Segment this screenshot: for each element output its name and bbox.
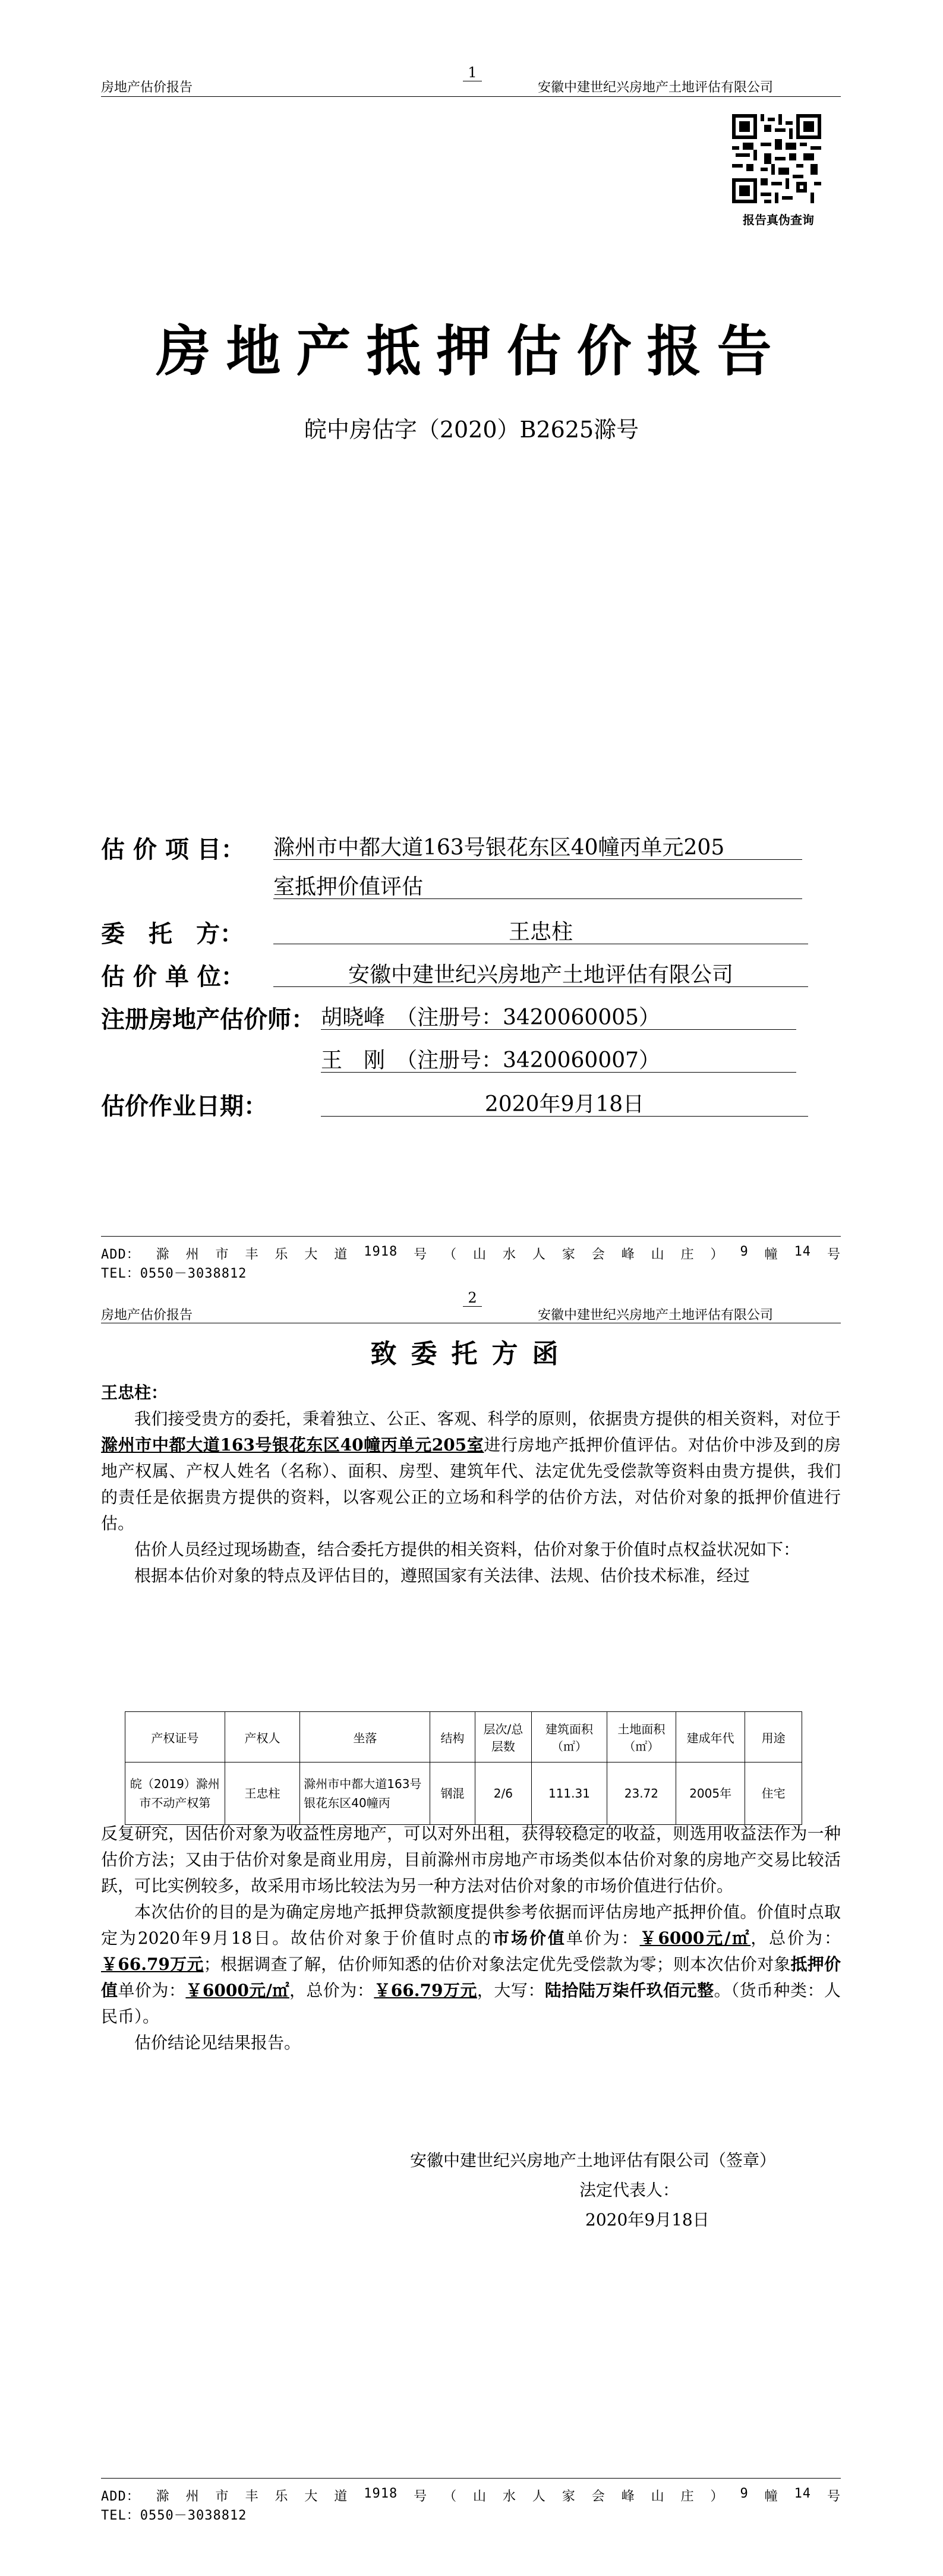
footer-address-token: 号 (827, 2489, 841, 2504)
market-total-price: ￥66.79万元 (101, 1954, 204, 1974)
footer-address-token: 水 (502, 2489, 516, 2504)
footer-address-token: ADD： (101, 2489, 140, 2504)
page-number-2: 2 (455, 1289, 490, 1306)
header-left: 房地产估价报告 (101, 80, 193, 95)
footer-address-token: 庄 (680, 2489, 695, 2504)
footer-address-token: ADD： (101, 1247, 140, 1262)
paragraph-1: 我们接受贵方的委托，秉着独立、公正、客观、科学的原则，依据贵方提供的相关资料，对位于滁州市中都大道163号银花东区40幢丙单元205室进行房地产抵押价值评估。对估价中涉及到的房地产权属、产权人姓名（名称）、面积、房型、建筑年代、法定优先受偿款等资料由贵方提供，我们的责任是依据贵方提供的资料，以客观公正的立场和科学的估价方法，对估价对象的抵押价值进行估。 (101, 1409, 841, 1533)
footer-address-token: 山 (473, 2489, 487, 2504)
project-value-line1: 滁州市中都大道163号银花东区40幢丙单元205 (273, 835, 725, 860)
footer-address-2 (101, 2486, 841, 2505)
valuer-label: 注册房地产估价师： (101, 1006, 315, 1033)
footer-address-token: （ (443, 2489, 458, 2504)
footer-address-token: 9 (740, 2486, 749, 2501)
valuer-2-underline (321, 1072, 796, 1073)
footer-address-token: 会 (591, 2489, 605, 2504)
table-cell: 2/6 (475, 1762, 532, 1825)
footer-address-token: 山 (473, 1247, 487, 1262)
footer-address-token: ） (710, 2489, 724, 2504)
table-header: 土地面积（㎡） (607, 1712, 676, 1762)
footer-address-token: 会 (591, 1247, 605, 1262)
date-underline (321, 1116, 808, 1117)
table-header: 坐落 (300, 1712, 430, 1762)
table-cell: 王忠柱 (225, 1762, 300, 1825)
footer-rule (101, 1236, 841, 1237)
mortgage-unit-price: ￥6000元/㎡ (185, 1981, 289, 2000)
table-cell: 住宅 (745, 1762, 802, 1825)
footer-address-token: （ (443, 1247, 458, 1262)
footer-address-token: 大 (304, 1247, 318, 1262)
footer-address-token: 州 (185, 2489, 200, 2504)
salutation: 王忠柱： (101, 1383, 168, 1402)
footer-address-token: 滁 (156, 2489, 170, 2504)
client-label: 委 托 方： (101, 920, 244, 948)
footer-address-token: 乐 (275, 1247, 289, 1262)
table-cell: 皖（2019）滁州市不动产权第 (125, 1762, 225, 1825)
client-value: 王忠柱 (508, 920, 573, 944)
paragraph-2: 估价人员经过现场勘查，结合委托方提供的相关资料，估价对象于价值时点权益状况如下： (134, 1540, 800, 1559)
page-number: 1 (455, 64, 490, 81)
table-header: 结构 (430, 1712, 475, 1762)
market-unit-price: ￥6000元/㎡ (639, 1928, 751, 1948)
mortgage-value-label: 抵押价值 (101, 1954, 841, 2000)
table-header: 层次/总层数 (475, 1712, 532, 1762)
org-label: 估 价 单 位： (101, 963, 245, 991)
footer-address-token: 大 (304, 2489, 318, 2504)
sign-date: 2020年9月18日 (585, 2210, 709, 2230)
header-left-2: 房地产估价报告 (101, 1308, 193, 1323)
footer-address-token: 市 (215, 2489, 229, 2504)
table-header: 产权证号 (125, 1712, 225, 1762)
footer-tel-2: TEL：0550－3038812 (101, 2508, 247, 2523)
footer-rule-2 (101, 2478, 841, 2479)
table-header: 建筑面积（㎡） (532, 1712, 607, 1762)
table-cell: 钢混 (430, 1762, 475, 1825)
project-underline-1 (273, 859, 802, 860)
date-value: 2020年9月18日 (484, 1092, 645, 1117)
footer-address-token: 号 (414, 1247, 428, 1262)
paragraph-5: 本次估价的目的是为确定房地产抵押贷款额度提供参考依据而评估房地产抵押价值。价值时点取定为2020年9月18日。故估价对象于价值时点的市场价值单价为：￥6000元/㎡，总价为：￥66.79万元；根据调查了解，估价师知悉的估价对象法定优先受偿款为零；则本次估价对象抵押价值单价为：￥6000元/㎡，总价为：￥66.79万元，大写：陆拾陆万柒仟玖佰元整。（货币种类：人民币）。 (101, 1902, 841, 2026)
project-value-line2: 室抵押价值评估 (273, 875, 424, 899)
report-number: 皖中房估字（2020）B2625滁号 (304, 417, 639, 443)
footer-address-token: 家 (562, 2489, 576, 2504)
footer-address-token: 滁 (156, 1247, 170, 1262)
table-row (125, 1762, 802, 1825)
property-table (125, 1711, 802, 1825)
footer-address-token: 州 (185, 1247, 200, 1262)
table-cell: 滁州市中都大道163号银花东区40幢丙 (300, 1762, 430, 1825)
table-header-row (125, 1712, 802, 1762)
org-underline (273, 986, 808, 987)
letter-body-bottom (101, 1821, 841, 2056)
footer-address-token: 峰 (621, 1247, 635, 1262)
footer-address-token: 人 (532, 2489, 546, 2504)
valuer-2: 王 刚 （注册号：3420060007） (321, 1048, 661, 1073)
footer-address-token: 乐 (275, 2489, 289, 2504)
footer-address-token: 14 (794, 2486, 812, 2501)
report-title: 房地产抵押估价报告 (156, 319, 787, 383)
footer-address-token: 山 (651, 1247, 665, 1262)
org-value: 安徽中建世纪兴房地产土地评估有限公司 (348, 963, 733, 987)
letter-body-top (101, 1406, 841, 1589)
paragraph-3: 根据本估价对象的特点及评估目的，遵照国家有关法律、法规、估价技术标准，经过 (134, 1566, 750, 1585)
footer-address-token: 道 (334, 1247, 348, 1262)
footer-address-token: 山 (651, 2489, 665, 2504)
footer-address-token: 号 (414, 2489, 428, 2504)
footer-address-token: 幢 (764, 2489, 778, 2504)
table-header: 建成年代 (676, 1712, 745, 1762)
table-header: 产权人 (225, 1712, 300, 1762)
date-label: 估价作业日期： (101, 1093, 267, 1120)
footer-address-token: 号 (827, 1247, 841, 1262)
footer-address-token: 1918 (364, 2486, 398, 2501)
table-cell: 2005年 (676, 1762, 745, 1825)
footer-address-token: 庄 (680, 1247, 695, 1262)
footer-address-token: 峰 (621, 2489, 635, 2504)
footer-address-token: 水 (502, 1247, 516, 1262)
footer-address-token: ） (710, 1247, 724, 1262)
table-cell: 23.72 (607, 1762, 676, 1825)
letter-title: 致委托方函 (370, 1339, 573, 1369)
market-value-label: 市场价值 (493, 1928, 566, 1948)
table-header: 用途 (745, 1712, 802, 1762)
valuer-1-underline (321, 1029, 796, 1030)
footer-address-token: 丰 (245, 2489, 259, 2504)
paragraph-6: 估价结论见结果报告。 (134, 2033, 301, 2052)
paragraph-4: 反复研究，因估价对象为收益性房地产，可以对外出租，获得较稳定的收益，则选用收益法作为一种估价方法；又由于估价对象是商业用房，目前滁州市房地产市场类似本估价对象的房地产交易比较活跃，可比实例较多，故采用市场比较法为另一种方法对估价对象的市场价值进行估价。 (101, 1824, 841, 1896)
footer-address-token: 9 (740, 1244, 749, 1259)
footer-address-token: 家 (562, 1247, 576, 1262)
footer-address-token: 丰 (245, 1247, 259, 1262)
project-label: 估 价 项 目： (101, 836, 245, 863)
header-right: 安徽中建世纪兴房地产土地评估有限公司 (538, 80, 774, 95)
header-right-2: 安徽中建世纪兴房地产土地评估有限公司 (538, 1308, 774, 1323)
table-cell: 111.31 (532, 1762, 607, 1825)
footer-address-token: 市 (215, 1247, 229, 1262)
footer-address (101, 1244, 841, 1263)
mortgage-total-price: ￥66.79万元 (374, 1981, 477, 2000)
footer-address-token: 人 (532, 1247, 546, 1262)
footer-tel: TEL：0550－3038812 (101, 1266, 247, 1281)
valuer-1: 胡晓峰 （注册号：3420060005） (321, 1005, 661, 1030)
sign-representative: 法定代表人： (579, 2180, 680, 2200)
footer-address-token: 道 (334, 2489, 348, 2504)
sign-company: 安徽中建世纪兴房地产土地评估有限公司（签章） (410, 2151, 777, 2170)
footer-address-token: 幢 (764, 1247, 778, 1262)
header-rule (101, 96, 841, 97)
amount-in-words: 陆拾陆万柒仟玖佰元整 (544, 1981, 714, 2000)
qr-caption: 报告真伪查询 (743, 213, 814, 227)
footer-address-token: 14 (794, 1244, 812, 1259)
project-underline-2 (273, 898, 802, 899)
qr-code-icon[interactable] (732, 114, 821, 203)
footer-address-token: 1918 (364, 1244, 398, 1259)
property-address: 滁州市中都大道163号银花东区40幢丙单元205室 (101, 1435, 484, 1455)
